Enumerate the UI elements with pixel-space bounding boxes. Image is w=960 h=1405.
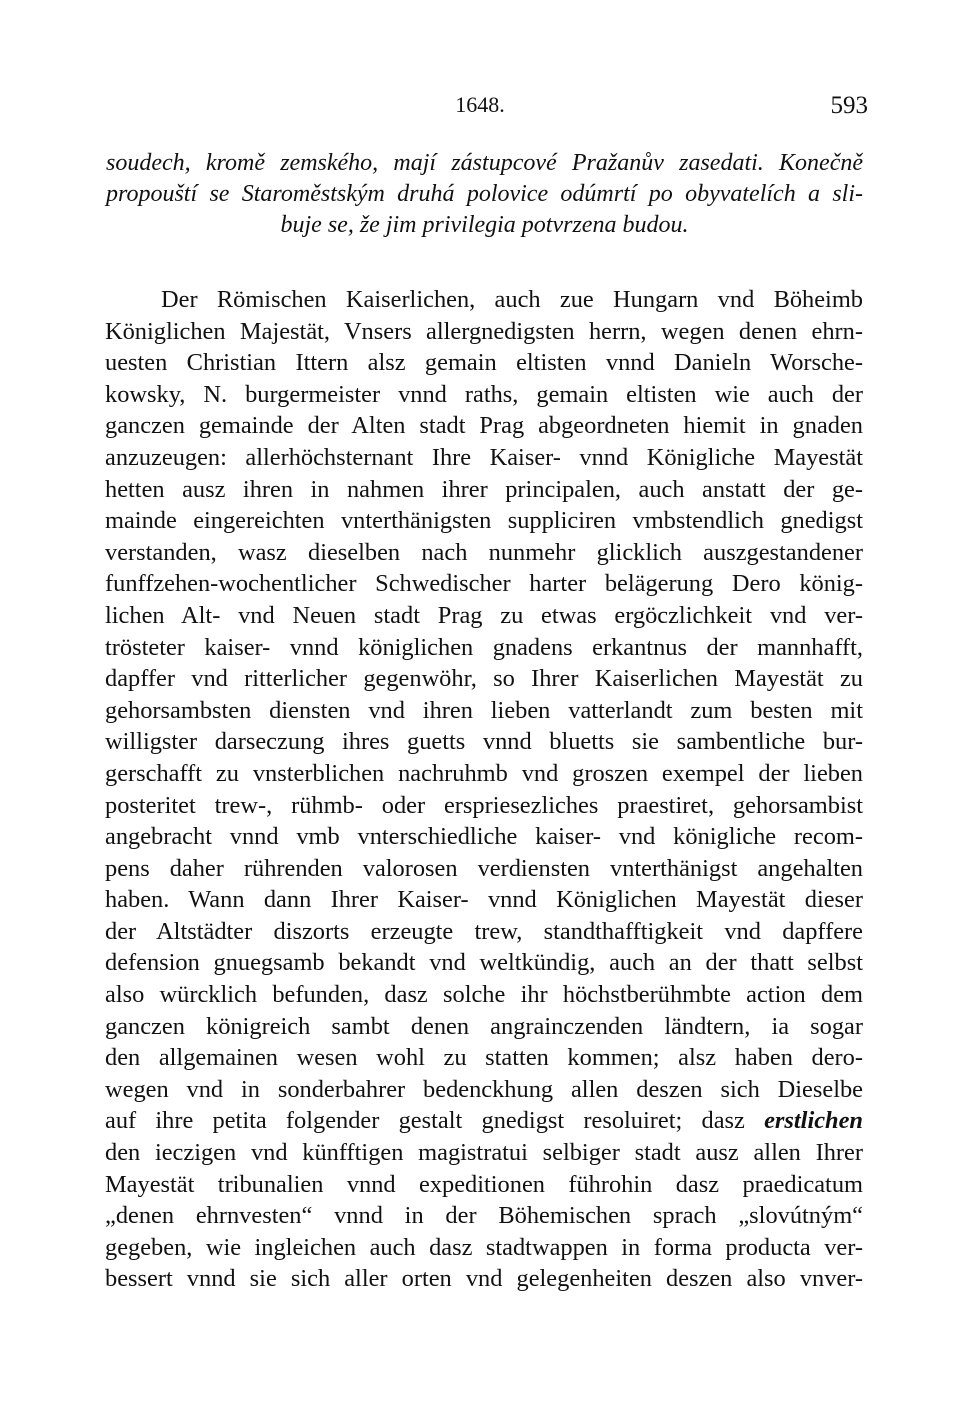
body-line: defension gnuegsamb bekandt vnd weltkündig, auch an der thatt selbst [105,949,863,977]
document-body [105,284,863,1295]
body-line: gehorsambsten diensten vnd ihren lieben vatterlandt zum besten mit [105,696,863,724]
body-line: anzuzeugen: allerhöchsternant Ihre Kaiser- vnnd Königliche Mayestät [105,443,863,471]
page-header [0,92,960,122]
body-line: bessert vnnd sie sich aller orten vnd gelegenheiten deszen also vnver- [105,1265,863,1293]
body-line: ganczen königreich sambt denen angrainczenden ländtern, ia sogar [105,1012,863,1040]
body-line: posteritet trew-, rühmb- oder erspriesezliches praestiret, gehorsambist [105,791,863,819]
body-line-with-emphasis [105,1105,863,1137]
page-year: 1648. [455,92,505,117]
body-line: verstanden, wasz dieselben nach nunmehr glicklich auszgestandener [105,538,863,566]
body-line: funffzehen-wochentlicher Schwedischer harter belägerung Dero könig- [105,570,863,598]
body-line: Mayestät tribunalien vnnd expeditionen führohin dasz praedicatum [105,1170,863,1198]
page-number: 593 [830,92,868,119]
body-line: ganczen gemainde der Alten stadt Prag abgeordneten hiemit in gnaden [105,412,863,440]
body-line: wegen vnd in sonderbahrer bedenckhung allen deszen sich Dieselbe [105,1075,863,1103]
czech-summary [106,148,863,241]
body-line: angebracht vnnd vmb vnterschiedliche kaiser- vnd königliche recom- [105,823,863,851]
body-line: hetten ausz ihren in nahmen ihrer principalen, auch anstatt der ge- [105,475,863,503]
body-line: dapffer vnd ritterlicher gegenwöhr, so Ihrer Kaiserlichen Mayestät zu [105,665,863,693]
body-line: trösteter kaiser- vnnd königlichen gnadens erkantnus der mannhafft, [105,633,863,661]
summary-line: soudech, kromě zemského, mají zástupcové Pražanův zasedati. Konečně [106,150,863,176]
body-line: gegeben, wie ingleichen auch dasz stadtwappen in forma producta ver- [105,1233,863,1261]
body-line: „denen ehrnvesten“ vnnd in der Böhemischen sprach „slovútným“ [105,1202,863,1230]
body-line: lichen Alt- vnd Neuen stadt Prag zu etwas ergöczlichkeit vnd ver- [105,601,863,629]
emphasized-word: erstlichen [764,1107,863,1135]
body-line: haben. Wann dann Ihrer Kaiser- vnnd Königlichen Mayestät dieser [105,886,863,914]
body-line: Der Römischen Kaiserlichen, auch zue Hungarn vnd Böheimb [161,286,863,313]
body-line: Königlichen Majestät, Vnsers allergnedigsten herrn, wegen denen ehrn- [105,317,863,345]
summary-line: buje se, že jim privilegia potvrzena budou. [280,212,689,238]
summary-line: propouští se Staroměstským druhá polovice odúmrtí po obyvatelích a sli- [106,181,863,207]
body-line: den allgemainen wesen wohl zu statten kommen; alsz haben dero- [105,1044,863,1072]
body-line: uesten Christian Ittern alsz gemain eltisten vnnd Danieln Worsche- [105,349,863,377]
body-line-text: auf ihre petita folgender gestalt gnedigst resoluiret; dasz [105,1107,745,1135]
body-line: gerschafft zu vnsterblichen nachruhmb vnd groszen exempel der lieben [105,759,863,787]
body-line: mainde eingereichten vnterthänigsten suppliciren vmbstendlich gnedigst [105,507,863,535]
body-line: den ieczigen vnd künfftigen magistratui selbiger stadt ausz allen Ihrer [105,1139,863,1167]
body-line: der Altstädter diszorts erzeugte trew, standthafftigkeit vnd dapffere [105,917,863,945]
body-line: kowsky, N. burgermeister vnnd raths, gemain eltisten wie auch der [105,380,863,408]
body-line: pens daher rührenden valorosen verdiensten vnterthänigst angehalten [105,854,863,882]
body-line: willigster darseczung ihres guetts vnnd bluetts sie sambentliche bur- [105,728,863,756]
body-line: also würcklich befunden, dasz solche ihr höchstberühmbte action dem [105,981,863,1009]
